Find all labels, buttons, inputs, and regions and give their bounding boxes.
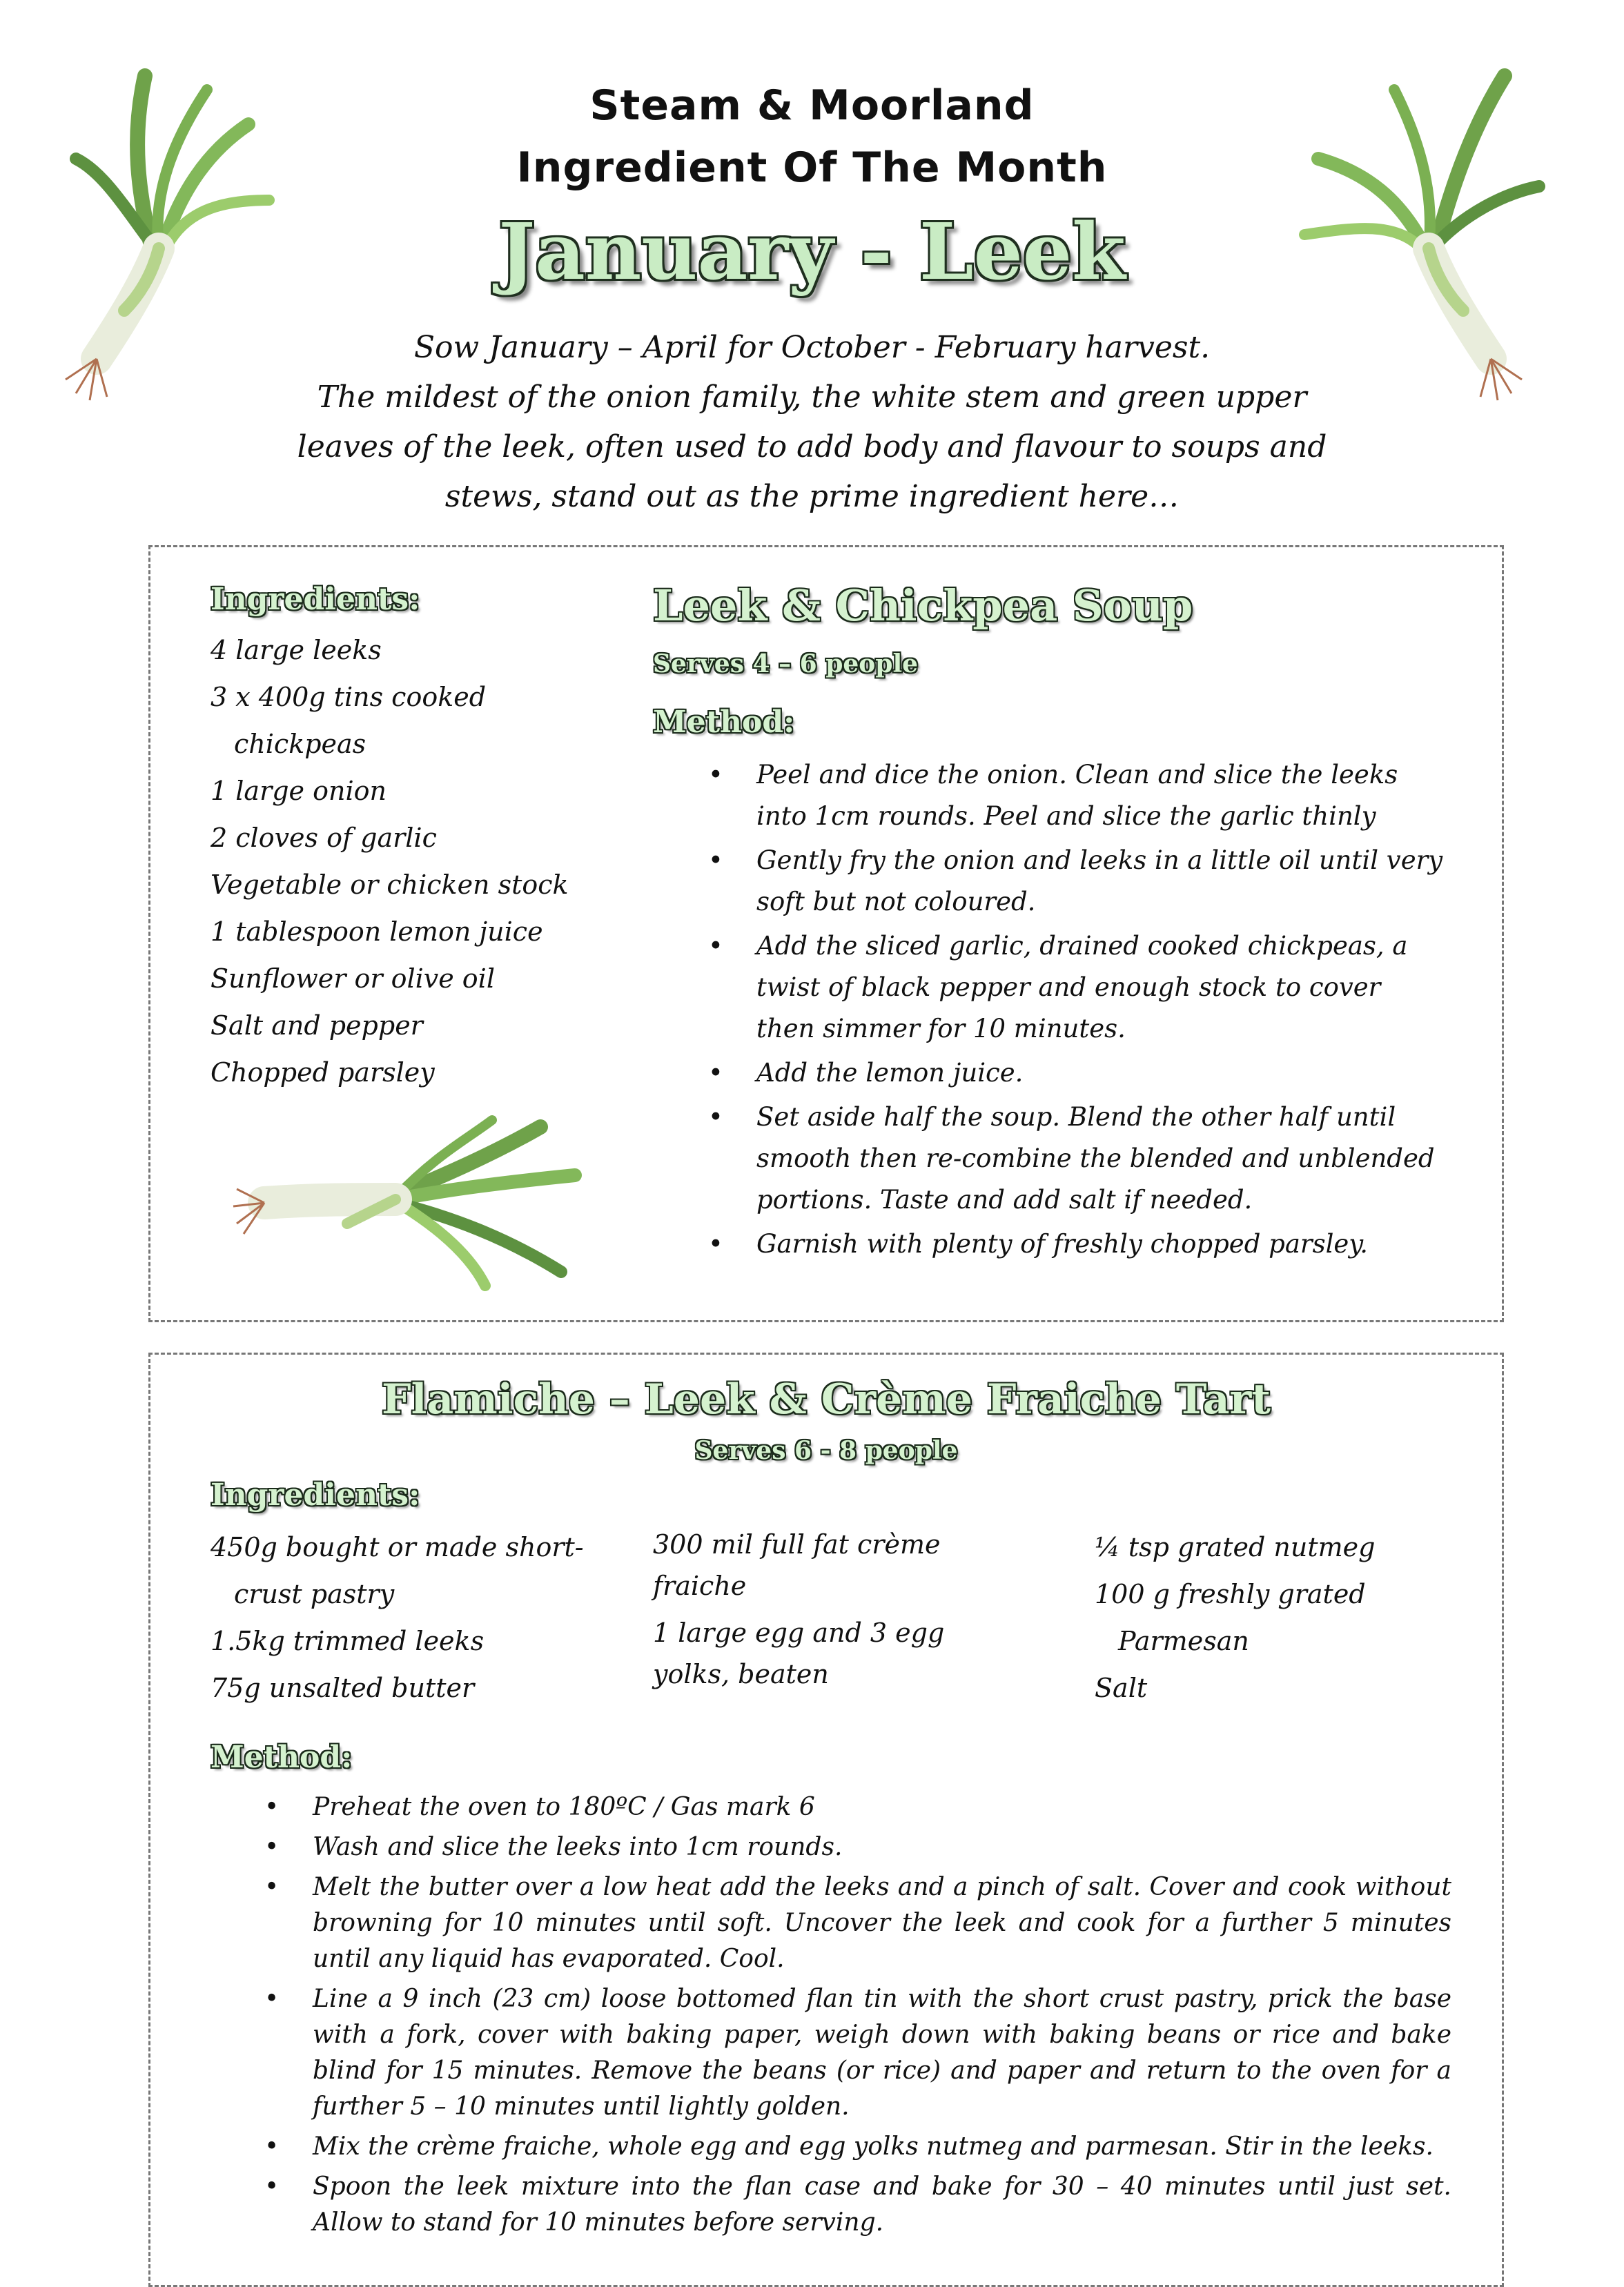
list-item <box>264 2169 1451 2241</box>
list-item <box>708 1097 1447 1221</box>
month-title: January - Leek <box>498 207 1126 297</box>
list-item: 1 large egg and 3 egg yolks, beaten <box>653 1618 945 1689</box>
list-item <box>264 1829 1451 1865</box>
method-step: Preheat the oven to 180ºC / Gas mark 6 <box>313 1793 815 1821</box>
bullet: • <box>708 845 723 875</box>
method-step: Add the sliced garlic, drained cooked chickpeas, a twist of black pepper and enough stock to cover then simmer for 10 minutes. <box>756 931 1408 1043</box>
tart-serves: Serves 6 - 8 people <box>694 1436 958 1465</box>
bullet: • <box>708 1058 723 1088</box>
bullet: • <box>264 1985 280 2013</box>
bullet: • <box>264 2132 280 2161</box>
list-item: Salt and pepper <box>211 1010 423 1041</box>
tart-ingredients-col3 <box>1095 1524 1426 1711</box>
method-step: Wash and slice the leeks into 1cm rounds. <box>313 1833 843 1861</box>
method-step: Add the lemon juice. <box>756 1058 1024 1088</box>
tart-method-heading: Method: <box>211 1740 353 1775</box>
list-item: 1.5kg trimmed leeks <box>211 1626 485 1656</box>
method-step: Gently fry the onion and leeks in a little oil until very soft but not coloured. <box>756 845 1443 916</box>
tart-ingredients-col1 <box>211 1524 597 1711</box>
list-item <box>708 1052 1447 1094</box>
list-item: 300 mil full fat crème fraiche <box>653 1529 941 1601</box>
list-item <box>708 925 1447 1050</box>
method-step: Peel and dice the onion. Clean and slice the leeks into 1cm rounds. Peel and slice the garlic thinly <box>756 760 1398 831</box>
leek-illustration-top-left <box>48 48 297 421</box>
list-item: 4 large leeks <box>211 635 382 665</box>
intro-text <box>276 323 1348 522</box>
soup-ingredients-heading: Ingredients: <box>211 582 420 617</box>
bullet: • <box>264 1833 280 1861</box>
intro-line-1: Sow January – April for October - February harvest. <box>413 330 1211 365</box>
soup-title: Leek & Chickpea Soup <box>653 580 1193 631</box>
method-step: Garnish with plenty of freshly chopped parsley. <box>756 1229 1369 1259</box>
bullet: • <box>264 1873 280 1901</box>
method-step: Set aside half the soup. Blend the other half until smooth then re-combine the blended and unblended portions. Taste and add salt if needed. <box>756 1102 1435 1215</box>
list-item <box>264 1789 1451 1825</box>
list-item: 3 x 400g tins cooked chickpeas <box>211 682 487 759</box>
list-item: Vegetable or chicken stock <box>211 870 569 900</box>
list-item <box>708 754 1447 837</box>
list-item: 2 cloves of garlic <box>211 823 437 853</box>
list-item: 100 g freshly grated Parmesan <box>1095 1579 1366 1656</box>
list-item: 450g bought or made short-crust pastry <box>211 1532 584 1609</box>
leek-illustration-middle <box>216 1113 603 1293</box>
method-step: Mix the crème fraiche, whole egg and egg yolks nutmeg and parmesan. Stir in the leeks. <box>313 2132 1434 2161</box>
bullet: • <box>264 2172 280 2201</box>
tart-ingredients-col2 <box>653 1524 984 1695</box>
bullet: • <box>264 1793 280 1821</box>
tart-method-list <box>264 1789 1451 2241</box>
list-item: ¼ tsp grated nutmeg <box>1095 1532 1376 1562</box>
method-step: Line a 9 inch (23 cm) loose bottomed flan tin with the short crust pastry, prick the base with a fork, cover with baking paper, weigh down with baking beans or rice and bake blind for 15 minutes. Remove the beans (or rice) and paper and return to the oven for a further 5 – 10 minutes until lightly golden. <box>313 1985 1451 2121</box>
list-item: Sunflower or olive oil <box>211 963 495 994</box>
list-item <box>264 2129 1451 2165</box>
method-step: Melt the butter over a low heat add the leeks and a pinch of salt. Cover and cook without browning for 10 minutes until soft. Uncover the leek and cook for a further 5 minutes until any liquid has evaporated. Cool. <box>313 1873 1451 1973</box>
list-item: Chopped parsley <box>211 1057 435 1088</box>
bullet: • <box>708 931 723 961</box>
soup-ingredients-list <box>211 627 569 1096</box>
method-step: Spoon the leek mixture into the flan case and bake for 30 – 40 minutes until just set. Allow to stand for 10 minutes before serving. <box>313 2172 1451 2237</box>
soup-recipe-box <box>148 545 1504 1322</box>
list-item <box>708 1224 1447 1265</box>
list-item: 75g unsalted butter <box>211 1673 475 1703</box>
list-item: 1 tablespoon lemon juice <box>211 916 543 947</box>
soup-method-heading: Method: <box>653 705 795 740</box>
list-item: Salt <box>1095 1673 1148 1703</box>
newsletter-subtitle: Ingredient Of The Month <box>516 144 1108 192</box>
intro-line-2: The mildest of the onion family, the white stem and green upper leaves of the leek, often used to add body and flavour to soups and stews, stand out as the prime ingredient here… <box>297 380 1327 514</box>
soup-method-list <box>708 754 1447 1265</box>
list-item: 1 large onion <box>211 776 387 806</box>
list-item <box>708 840 1447 923</box>
tart-recipe-box <box>148 1353 1504 2287</box>
list-item <box>264 1981 1451 2125</box>
bullet: • <box>708 1102 723 1132</box>
bullet: • <box>708 760 723 789</box>
tart-title: Flamiche – Leek & Crème Fraiche Tart <box>382 1375 1271 1424</box>
list-item <box>264 1869 1451 1977</box>
bullet: • <box>708 1229 723 1259</box>
soup-serves: Serves 4 – 6 people <box>653 649 919 678</box>
leek-illustration-top-right <box>1277 48 1553 421</box>
newsletter-title: Steam & Moorland <box>589 81 1035 130</box>
tart-ingredients-heading: Ingredients: <box>211 1478 420 1513</box>
